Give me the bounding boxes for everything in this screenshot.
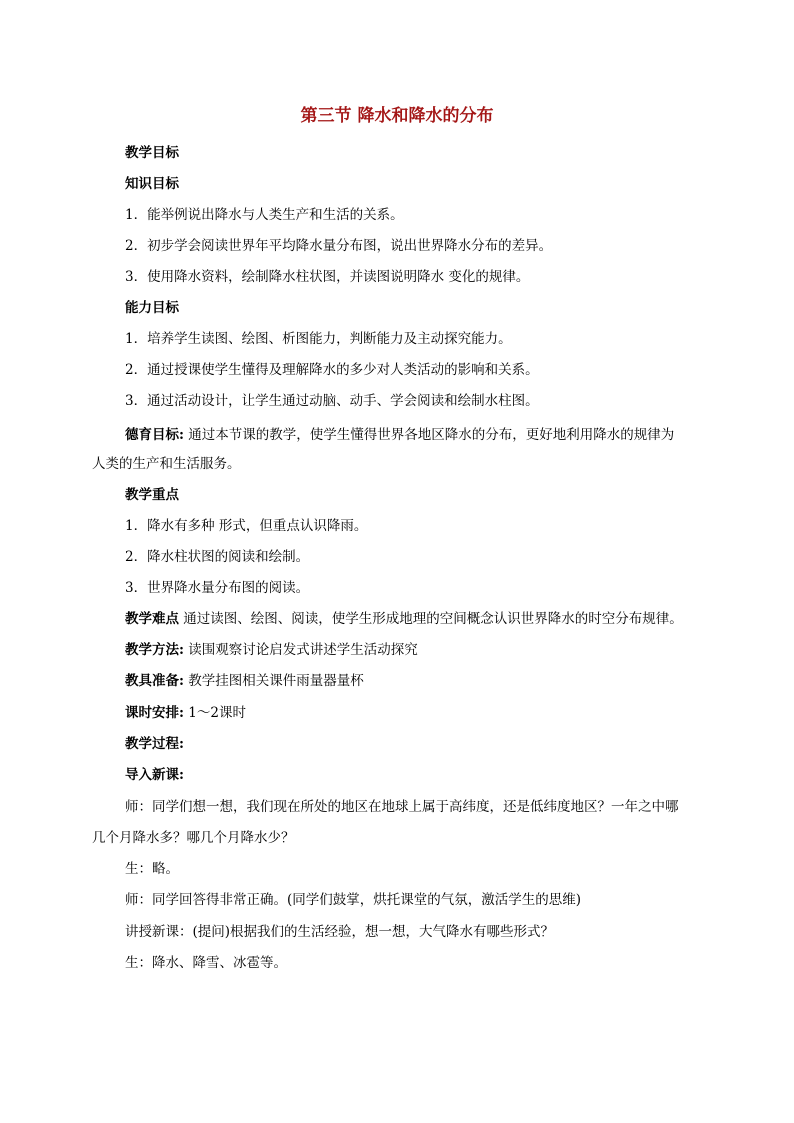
heading-teaching-process: 教学过程:: [125, 736, 184, 752]
tools-paragraph: [125, 671, 364, 691]
method-label: 教学方法:: [125, 642, 184, 658]
dialogue-line: 生：降水、降雪、冰雹等。: [125, 955, 287, 971]
key-point-item: 2．降水柱状图的阅读和绘制。: [125, 549, 310, 565]
tools-text: 教学挂图相关课件雨量器量杯: [183, 673, 364, 689]
key-point-item: 3．世界降水量分布图的阅读。: [125, 580, 310, 596]
ability-item: 1．培养学生读图、绘图、析图能力，判断能力及主动探究能力。: [125, 331, 512, 347]
moral-goals-label: 德育目标:: [125, 427, 184, 443]
heading-key-points: 教学重点: [125, 487, 179, 503]
key-point-item: 1．降水有多种 形式，但重点认识降雨。: [125, 518, 368, 534]
difficulty-label: 教学难点: [125, 611, 179, 627]
moral-goals-continued: 人类的生产和生活服务。: [92, 456, 241, 472]
dialogue-line: 生：略。: [125, 861, 179, 877]
schedule-text: 1～2课时: [183, 705, 246, 721]
schedule-label: 课时安排:: [125, 705, 184, 721]
moral-goals-paragraph: [125, 425, 674, 445]
knowledge-item: 2．初步学会阅读世界年平均降水量分布图，说出世界降水分布的差异。: [125, 238, 553, 254]
dialogue-line-continued: 几个月降水多？哪几个月降水少？: [92, 830, 295, 846]
moral-goals-text: 通过本节课的教学，使学生懂得世界各地区降水的分布，更好地利用降水的规律为: [183, 427, 675, 443]
ability-item: 2．通过授课使学生懂得及理解降水的多少对人类活动的影响和关系。: [125, 362, 539, 378]
schedule-paragraph: [125, 703, 246, 723]
page-title: 第三节 降水和降水的分布: [300, 106, 494, 126]
method-paragraph: [125, 640, 418, 660]
difficulty-text: 通过读图、绘图、阅读，使学生形成地理的空间概念认识世界降水的时空分布规律。: [179, 611, 683, 627]
heading-knowledge-goals: 知识目标: [125, 176, 179, 192]
dialogue-line: 师：同学们想一想，我们现在所处的地区在地球上属于高纬度，还是低纬度地区？一年之中哪: [125, 799, 679, 815]
ability-item: 3．通过活动设计，让学生通过动脑、动手、学会阅读和绘制水柱图。: [125, 393, 539, 409]
tools-label: 教具准备:: [125, 673, 184, 689]
dialogue-line: 师：同学回答得非常正确。(同学们鼓掌，烘托课堂的气氛，激活学生的思维): [125, 892, 582, 908]
knowledge-item: 1．能举例说出降水与人类生产和生活的关系。: [125, 207, 404, 223]
heading-teaching-goals: 教学目标: [125, 145, 179, 161]
dialogue-line: 讲授新课：(提问)根据我们的生活经验，想一想，大气降水有哪些形式？: [125, 924, 555, 940]
heading-ability-goals: 能力目标: [125, 300, 179, 316]
heading-intro: 导入新课:: [125, 767, 184, 783]
knowledge-item: 3．使用降水资料，绘制降水柱状图，并读图说明降水 变化的规律。: [125, 269, 530, 285]
method-text: 读围观察讨论启发式讲述学生活动探究: [183, 642, 418, 658]
difficulty-paragraph: [125, 609, 683, 629]
